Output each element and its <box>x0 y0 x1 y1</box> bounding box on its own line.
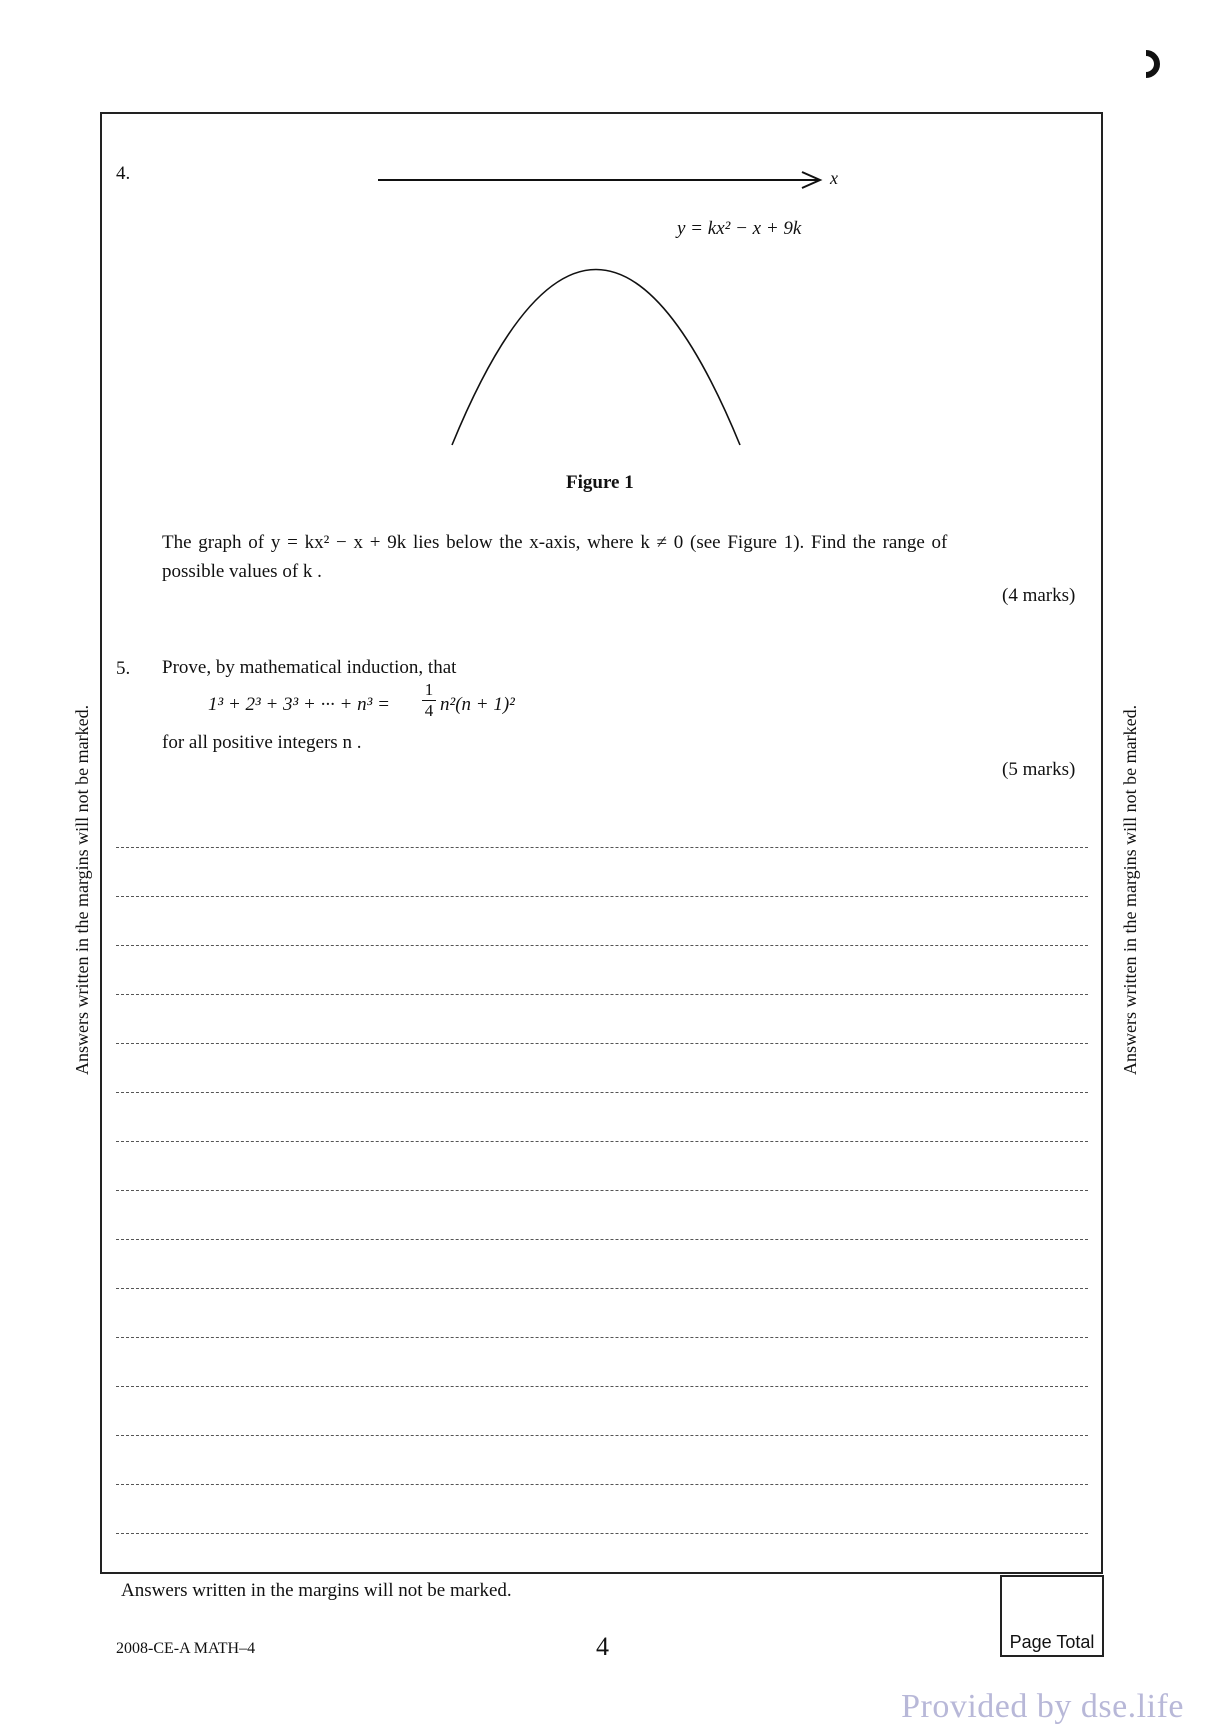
corner-mark-icon <box>1140 48 1170 85</box>
page-number: 4 <box>596 1632 609 1661</box>
parabola-curve <box>452 270 740 446</box>
answer-line[interactable] <box>116 1288 1088 1289</box>
figure-caption: Figure 1 <box>566 472 634 493</box>
answer-line[interactable] <box>116 994 1088 995</box>
formula-lhs: 1³ + 2³ + 3³ + ··· + n³ = <box>208 694 390 715</box>
answer-line[interactable] <box>116 1337 1088 1338</box>
x-axis-label: x <box>830 168 838 188</box>
answer-line[interactable] <box>116 1533 1088 1534</box>
answer-line[interactable] <box>116 1043 1088 1044</box>
footer-margin-note: Answers written in the margins will not be marked. <box>121 1580 512 1601</box>
page-total-label: Page Total <box>1009 1632 1095 1652</box>
answer-line[interactable] <box>116 1141 1088 1142</box>
right-margin-note: Answers written in the margins will not be marked. <box>1120 704 1140 1075</box>
answer-line[interactable] <box>116 1484 1088 1485</box>
question-5-intro: Prove, by mathematical induction, that <box>162 657 457 678</box>
answer-line[interactable] <box>116 1435 1088 1436</box>
question-5-number: 5. <box>116 658 131 679</box>
question-4-text-line-2: possible values of k . <box>162 561 322 582</box>
formula-fraction-denominator: 4 <box>424 701 434 720</box>
answer-line[interactable] <box>116 1239 1088 1240</box>
question-4-number: 4. <box>116 163 131 184</box>
question-5-marks: (5 marks) <box>1002 759 1076 780</box>
curve-equation-label: y = kx² − x + 9k <box>677 218 802 239</box>
exam-code: 2008-CE-A MATH–4 <box>116 1640 256 1657</box>
answer-line[interactable] <box>116 1092 1088 1093</box>
answer-line[interactable] <box>116 847 1088 848</box>
formula-fraction-numerator: 1 <box>422 680 436 701</box>
question-5-outro: for all positive integers n . <box>162 732 362 753</box>
question-4-text-line-1: The graph of y = kx² − x + 9k lies below the x-axis, where k ≠ 0 (see Figure 1). Find the range of <box>162 532 948 553</box>
figure-1-graph <box>370 160 860 465</box>
formula-rhs: n²(n + 1)² <box>440 694 515 715</box>
watermark: Provided by dse.life <box>901 1688 1184 1725</box>
answer-line[interactable] <box>116 896 1088 897</box>
answer-line[interactable] <box>116 1190 1088 1191</box>
answer-line[interactable] <box>116 1386 1088 1387</box>
question-4-marks: (4 marks) <box>1002 585 1076 606</box>
answer-line[interactable] <box>116 945 1088 946</box>
formula-fraction <box>422 680 436 721</box>
left-margin-note: Answers written in the margins will not be marked. <box>72 704 92 1075</box>
